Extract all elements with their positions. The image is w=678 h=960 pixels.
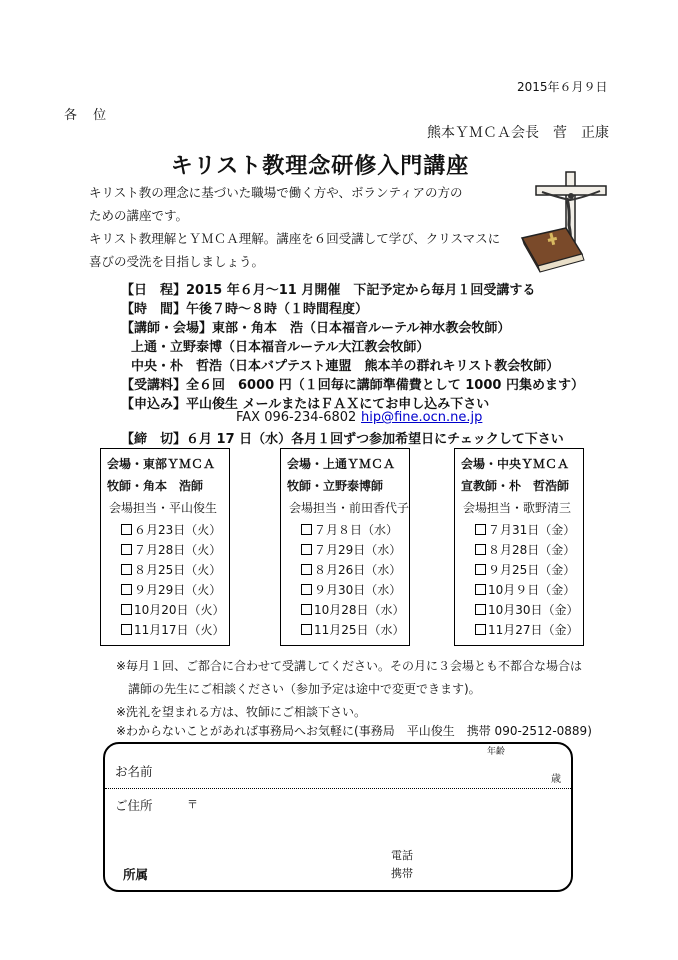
- name-label: お名前: [115, 764, 153, 779]
- mobile-label: 携帯: [391, 867, 413, 880]
- info-fee: 【受講料】全６回 6000 円（１回毎に講師準備費として 1000 円集めます）: [121, 378, 584, 393]
- date-option[interactable]: ７月31日（金）: [475, 521, 575, 538]
- info-lecturer: 上通・立野泰博（日本福音ルーテル大江教会牧師）: [131, 340, 430, 355]
- checkbox-icon[interactable]: [301, 564, 312, 575]
- note-line: ※毎月１回、ご都合に合わせて受講してください。その月に３会場とも不都合な場合は: [116, 659, 583, 673]
- checkbox-icon[interactable]: [301, 544, 312, 555]
- date-option[interactable]: 10月９日（金）: [475, 581, 575, 598]
- venue-contact: 会場担当・平山俊生: [109, 501, 218, 515]
- checkbox-icon[interactable]: [301, 524, 312, 535]
- cross-bible-illustration: [520, 170, 620, 284]
- date-option[interactable]: 11月25日（水）: [301, 621, 405, 638]
- document-date: 2015年６月９日: [517, 80, 608, 94]
- date-option[interactable]: ９月25日（金）: [475, 561, 575, 578]
- date-option[interactable]: ８月28日（金）: [475, 541, 575, 558]
- date-option[interactable]: ９月29日（火）: [121, 581, 221, 598]
- venue-pastor: 牧師・角本 浩師: [107, 479, 204, 493]
- intro-line: キリスト教の理念に基づいた職場で働く方や、ボランティアの方の: [89, 185, 463, 200]
- sender: 熊本ＹＭＣＡ会長 菅 正康: [427, 125, 609, 141]
- date-option[interactable]: 10月28日（水）: [301, 601, 405, 618]
- note-line: 講師の先生にご相談ください（参加予定は途中で変更できます)。: [116, 682, 481, 696]
- phone-label: 電話: [391, 849, 413, 862]
- checkbox-icon[interactable]: [121, 544, 132, 555]
- venue-box-east: [100, 448, 230, 646]
- email-link[interactable]: hip@fine.ocn.ne.jp: [361, 410, 483, 425]
- affiliation-label: 所属: [123, 867, 149, 882]
- application-form: [103, 742, 573, 892]
- date-option[interactable]: ９月30日（水）: [301, 581, 401, 598]
- checkbox-icon[interactable]: [121, 524, 132, 535]
- checkbox-icon[interactable]: [475, 624, 486, 635]
- venue-name: 会場・上通ＹＭＣＡ: [287, 457, 396, 471]
- intro-line: 喜びの受洗を目指しましょう。: [89, 254, 265, 269]
- checkbox-icon[interactable]: [301, 584, 312, 595]
- date-option[interactable]: ６月23日（火）: [121, 521, 221, 538]
- info-deadline: 【締 切】６月 17 日（水）各月１回ずつ参加希望日にチェックして下さい: [121, 432, 564, 447]
- age-unit: 歳: [551, 774, 561, 785]
- venue-pastor: 牧師・立野泰博師: [287, 479, 384, 493]
- date-option[interactable]: ８月25日（火）: [121, 561, 221, 578]
- info-time: 【時 間】午後７時～８時（１時間程度）: [121, 302, 369, 317]
- info-lecturer: 【講師・会場】東部・角本 浩（日本福音ルーテル神水教会牧師）: [121, 321, 511, 336]
- venue-pastor: 宣教師・朴 哲浩師: [461, 479, 570, 493]
- venue-name: 会場・中央ＹＭＣＡ: [461, 457, 570, 471]
- info-schedule: 【日 程】2015 年６月～11 月開催 下記予定から毎月１回受講する: [121, 283, 536, 298]
- checkbox-icon[interactable]: [121, 624, 132, 635]
- date-option[interactable]: 10月20日（火）: [121, 601, 225, 618]
- note-line: ※わからないことがあれば事務局へお気軽に(事務局 平山俊生 携帯 090-2512-0889): [116, 724, 592, 738]
- checkbox-icon[interactable]: [121, 604, 132, 615]
- venue-contact: 会場担当・歌野清三: [463, 501, 572, 515]
- venue-box-kamitori: [280, 448, 410, 646]
- checkbox-icon[interactable]: [301, 624, 312, 635]
- fax-number: FAX 096-234-6802: [236, 410, 357, 425]
- checkbox-icon[interactable]: [475, 604, 486, 615]
- intro-line: ための講座です。: [89, 208, 189, 223]
- checkbox-icon[interactable]: [475, 524, 486, 535]
- checkbox-icon[interactable]: [475, 544, 486, 555]
- note-line: ※洗礼を望まれる方は、牧師にご相談下さい。: [116, 705, 367, 719]
- address-label: ご住所: [115, 798, 153, 813]
- venue-box-central: [454, 448, 584, 646]
- date-option[interactable]: 11月27日（金）: [475, 621, 579, 638]
- date-option[interactable]: ７月29日（水）: [301, 541, 401, 558]
- venue-name: 会場・東部ＹＭＣＡ: [107, 457, 216, 471]
- checkbox-icon[interactable]: [121, 564, 132, 575]
- date-option[interactable]: ８月26日（水）: [301, 561, 401, 578]
- info-lecturer: 中央・朴 哲浩（日本バプテスト連盟 熊本羊の群れキリスト教会牧師）: [131, 359, 560, 374]
- recipients: 各 位: [64, 108, 113, 123]
- checkbox-icon[interactable]: [475, 584, 486, 595]
- date-option[interactable]: 10月30日（金）: [475, 601, 579, 618]
- date-option[interactable]: 11月17日（火）: [121, 621, 225, 638]
- age-label: 年齢: [487, 747, 506, 757]
- postal-mark: 〒: [187, 798, 198, 811]
- intro-line: キリスト教理解とＹＭＣＡ理解。講座を６回受講して学び、クリスマスに: [89, 231, 501, 246]
- venue-contact: 会場担当・前田香代子: [289, 501, 410, 515]
- checkbox-icon[interactable]: [121, 584, 132, 595]
- form-divider: [105, 788, 571, 789]
- checkbox-icon[interactable]: [301, 604, 312, 615]
- checkbox-icon[interactable]: [475, 564, 486, 575]
- info-apply: 【申込み】平山俊生 メールまたはＦＡＸにてお申し込み下さい: [121, 397, 490, 412]
- date-option[interactable]: ７月８日（水）: [301, 521, 398, 538]
- page-title: キリスト教理念研修入門講座: [170, 153, 470, 179]
- date-option[interactable]: ７月28日（火）: [121, 541, 221, 558]
